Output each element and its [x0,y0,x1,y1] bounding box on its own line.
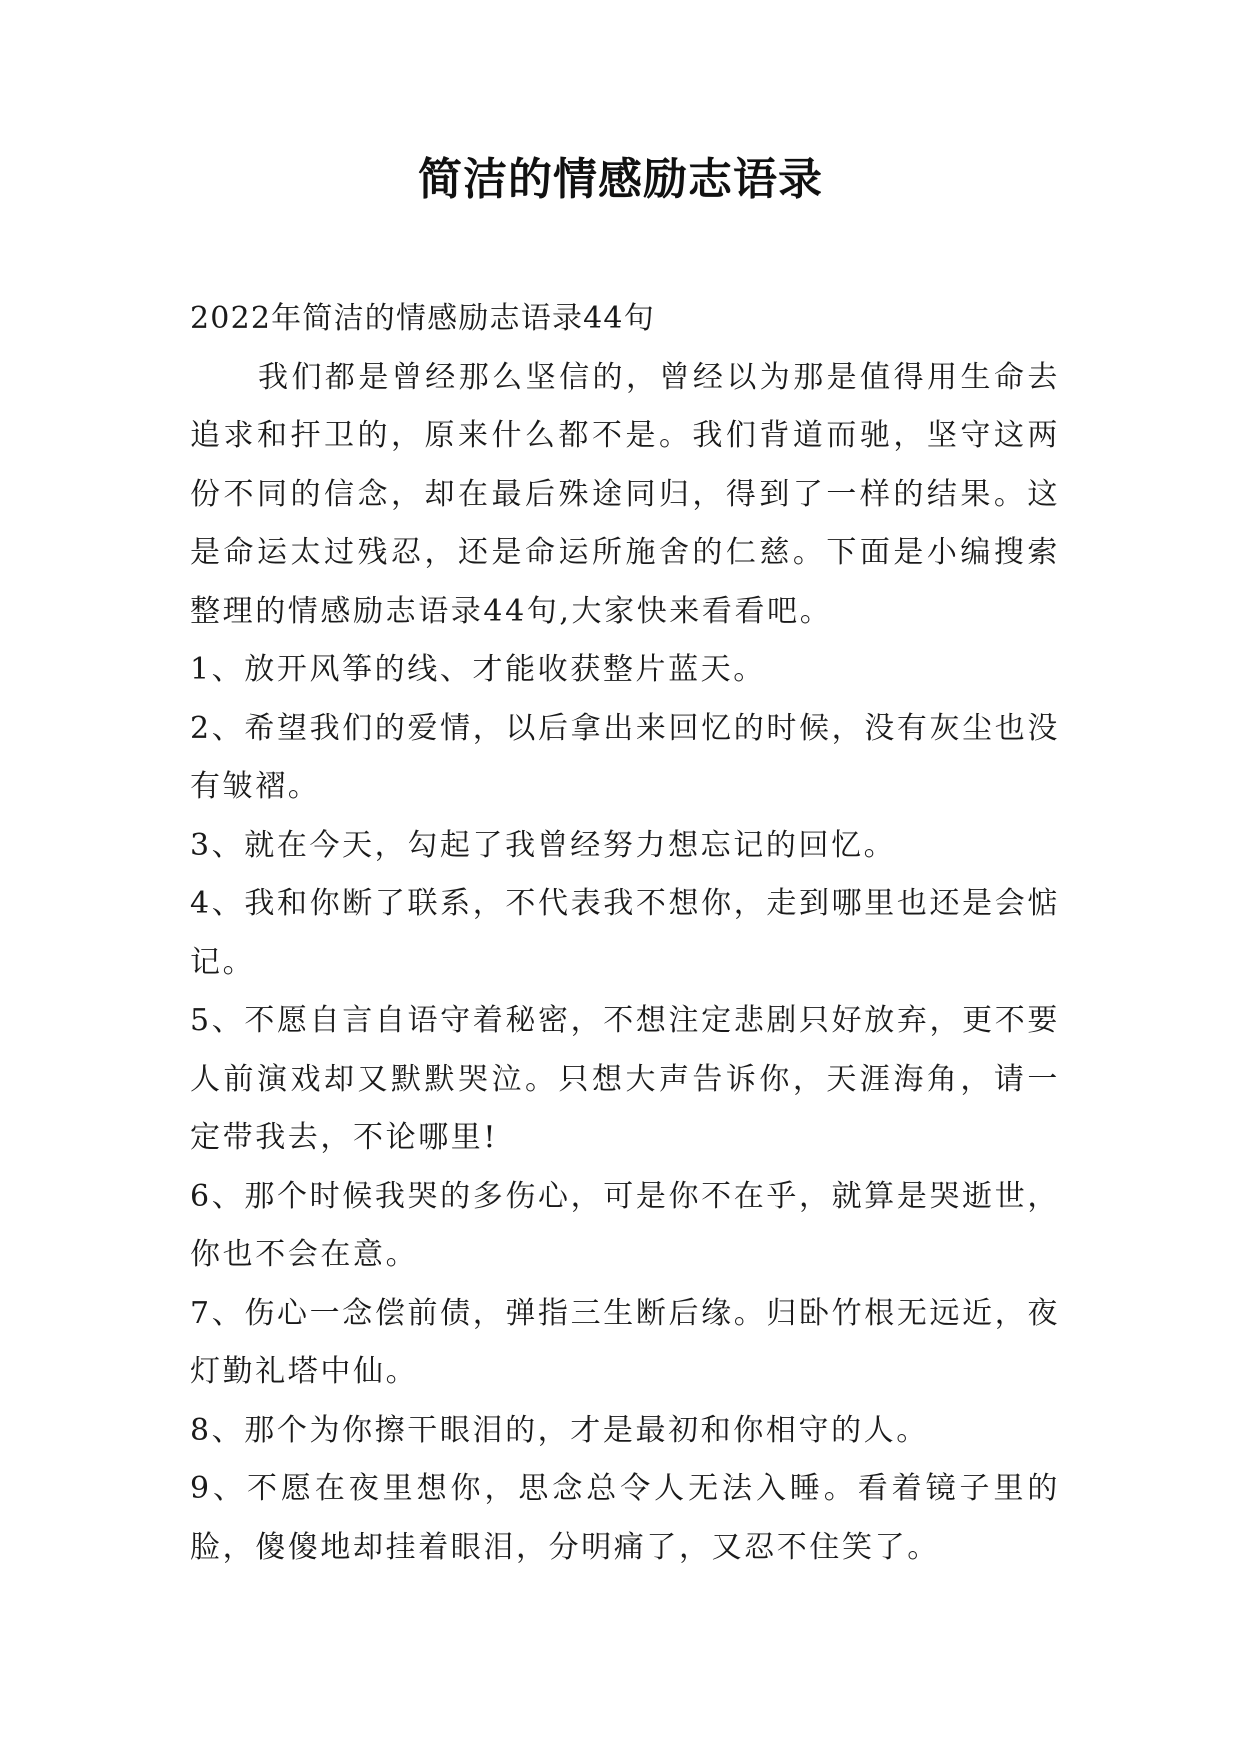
intro-paragraph: 我们都是曾经那么坚信的，曾经以为那是值得用生命去追求和扞卫的，原来什么都不是。我们背道而驰，坚守这两份不同的信念，却在最后殊途同归，得到了一样的结果。这是命运太过残忍，还是命运所施舍的仁慈。下面是小编搜索整理的情感励志语录44句,大家快来看看吧。 [190,359,1060,629]
list-item-2: 2、希望我们的爱情，以后拿出来回忆的时候，没有灰尘也没有皱褶。 [190,710,1060,804]
list-item-6: 6、那个时候我哭的多伤心，可是你不在乎，就算是哭逝世，你也不会在意。 [190,1178,1060,1272]
document-body [190,290,1060,1577]
document-subtitle: 2022年简洁的情感励志语录44句 [190,301,655,336]
list-item-1: 1、放开风筝的线、才能收获整片蓝天。 [190,652,766,687]
list-item-4: 4、我和你断了联系，不代表我不想你，走到哪里也还是会惦记。 [190,886,1060,980]
document-title: 简洁的情感励志语录 [418,154,823,205]
list-item-9: 9、不愿在夜里想你，思念总令人无法入睡。看着镜子里的脸，傻傻地却挂着眼泪，分明痛了，又忍不住笑了。 [190,1471,1060,1565]
list-item-8: 8、那个为你擦干眼泪的，才是最初和你相守的人。 [190,1412,929,1448]
list-item-5: 5、不愿自言自语守着秘密，不想注定悲剧只好放弃，更不要人前演戏却又默默哭泣。只想大声告诉你，天涯海角，请一定带我去，不论哪里! [190,1003,1060,1155]
list-item-3: 3、就在今天，勾起了我曾经努力想忘记的回忆。 [190,827,897,863]
list-item-7: 7、伤心一念偿前债，弹指三生断后缘。归卧竹根无远近，夜灯勤礼塔中仙。 [190,1295,1060,1389]
